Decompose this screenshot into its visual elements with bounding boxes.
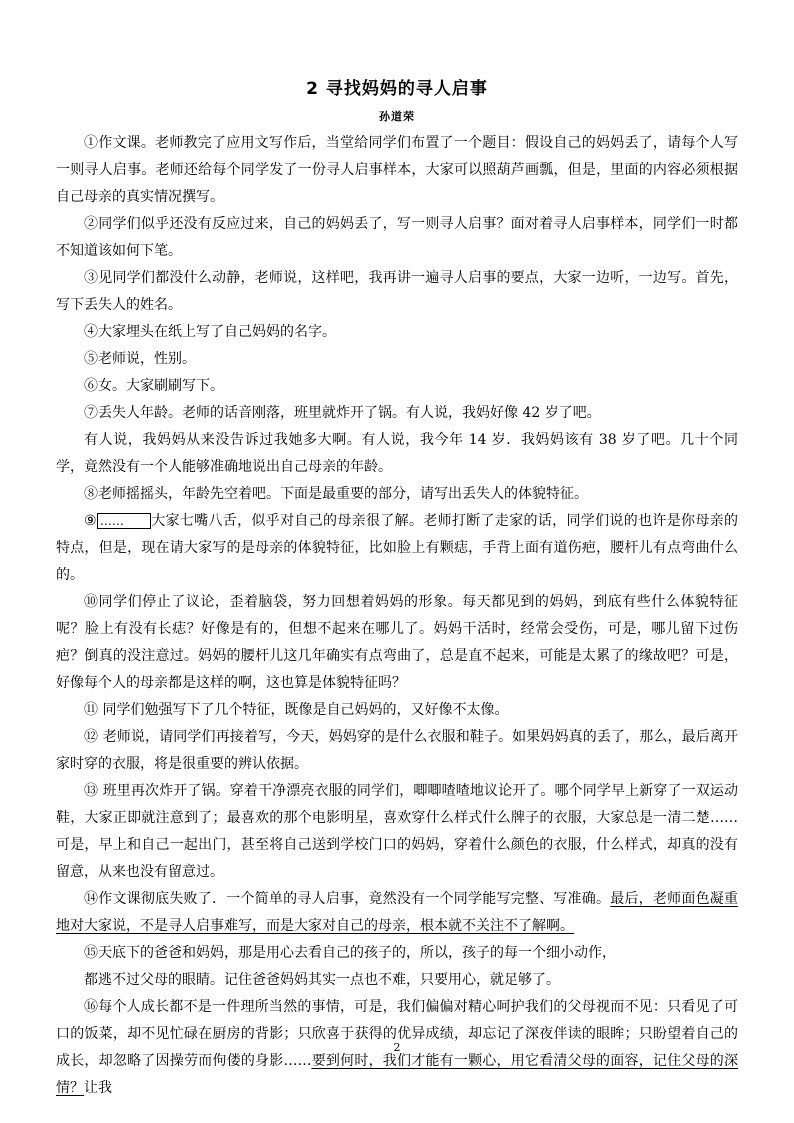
page-number: 2 [393, 1041, 401, 1054]
paragraph-12: ⑫ 老师说，请同学们再接着写，今天，妈妈穿的是什么衣服和鞋子。如果妈妈真的丢了，那么，最后离开家时穿的衣服，将是很重要的辨认依据。 [56, 729, 738, 772]
article-title: 2 寻找妈妈的寻人启事 [306, 79, 488, 99]
paragraph-9 [56, 508, 738, 589]
paragraph-9-text: 大家七嘴八舌，似乎对自己的母亲很了解。老师打断了走家的话，同学们说的也许是你母亲的特点，但是，现在请大家写的是母亲的体貌特征，比如脸上有颗痣，手背上面有道伤疤，腰杆儿有点弯曲什么的。 [56, 513, 738, 583]
paragraph-10: ⑩同学们停止了议论，歪着脑袋，努力回想着妈妈的形象。每天都见到的妈妈，到底有些什么体貌特征呢？脸上有没有长痣？好像是有的，但想不起来在哪儿了。妈妈干活时，经常会受伤，可是，哪儿留下过伤疤？倒真的没注意过。妈妈的腰杆儿这几年确实有点弯曲了，总是直不起来，可能是太累了的缘故吧？可是，好像每个人的母亲都是这样的啊，这也算是体貌特征吗？ [56, 594, 738, 691]
paragraph-9-number: ⑨ [84, 513, 97, 529]
paragraph-15b: 都逃不过父母的眼睛。记住爸爸妈妈其实一点也不难，只要用心，就足够了。 [84, 972, 560, 988]
paragraph-13: ⑬ 班里再次炸开了锅。穿着干净漂亮衣服的同学们，唧唧喳喳地议论开了。哪个同学早上新穿了一双运动鞋，大家正即就注意到了；最喜欢的那个电影明星，喜欢穿什么样式什么牌子的衣服，大家总是一清二楚……可是，早上和自己一起出门，甚至将自己送到学校门口的妈妈，穿着什么颜色的衣服，什么样式，却真的没有留意，从来也没有留意过。 [56, 783, 738, 880]
paragraph-1: ①作文课。老师教完了应用文写作后，当堂给同学们布置了一个题目：假设自己的妈妈丢了，请每个人写一则寻人启事。老师还给每个同学发了一份寻人启事样本，大家可以照葫芦画瓢，但是，里面的内容必须根据自己母亲的真实情况撰写。 [56, 135, 738, 205]
paragraph-6: ⑥女。大家刷刷写下。 [84, 378, 224, 394]
paragraph-4: ④大家埋头在纸上写了自己妈妈的名字。 [84, 324, 336, 340]
paragraph-3: ③见同学们都没什么动静，老师说，这样吧，我再讲一遍寻人启事的要点，大家一边听，一边写。首先，写下丢失人的姓名。 [56, 270, 738, 313]
underlined-sentence-14: 最后，老师面色凝重地对大家说，不是寻人启事难写，而是大家对自己的母亲，根本就不关注不了解啊。 [56, 891, 739, 934]
document-page [56, 74, 738, 1102]
paragraph-7b: 有人说，我妈妈从来没告诉过我她多大啊。有人说，我今年 14 岁．我妈妈该有 38 岁了吧。几十个同学，竟然没有一个人能够准确地说出自己母亲的年龄。 [56, 432, 738, 475]
paragraph-5: ⑤老师说，性别。 [84, 351, 196, 367]
underlined-sentence-16: 要到何时，我们才能有一颗心，用它看清父母的面容，记住父母的深情？ [56, 1053, 739, 1096]
paragraph-16-text: ⑯每个人成长都不是一件理所当然的事情，可是，我们偏偏对精心呵护我们的父母视而不见：只看见了可口的饭菜，却不见忙碌在厨房的背影；只欣喜于获得的优异成绩，却忘记了深夜伴读的眼眸；只盼望着自己的成长，却忽略了因操劳而佝偻的身影…… [56, 999, 738, 1069]
paragraph-8: ⑧老师摇摇头，年龄先空着吧。下面是最重要的部分，请写出丢失人的体貌特征。 [84, 486, 588, 502]
author-name: 孙道荣 [379, 110, 415, 123]
blank-answer-box: …… [97, 513, 151, 529]
paragraph-16-tail: 让我 [84, 1080, 112, 1096]
paragraph-14-text: ⑭作文课彻底失败了．一个简单的寻人启事，竟然没有一个同学能写完整、写准确。 [84, 891, 611, 907]
paragraph-14 [56, 886, 738, 940]
paragraph-7: ⑦丢失人年龄。老师的话音刚落，班里就炸开了锅。有人说，我妈好像 42 岁了吧。 [84, 405, 601, 421]
paragraph-15a: ⑮天底下的爸爸和妈妈，那是用心去看自己的孩子的，所以，孩子的每一个细小动作， [84, 945, 616, 961]
paragraph-2: ②同学们似乎还没有反应过来，自己的妈妈丢了，写一则寻人启事？面对着寻人启事样本，同学们一时都不知道该如何下笔。 [56, 216, 738, 259]
paragraph-11: ⑪ 同学们勉强写下了几个特征，既像是自己妈妈的，又好像不太像。 [84, 702, 509, 718]
